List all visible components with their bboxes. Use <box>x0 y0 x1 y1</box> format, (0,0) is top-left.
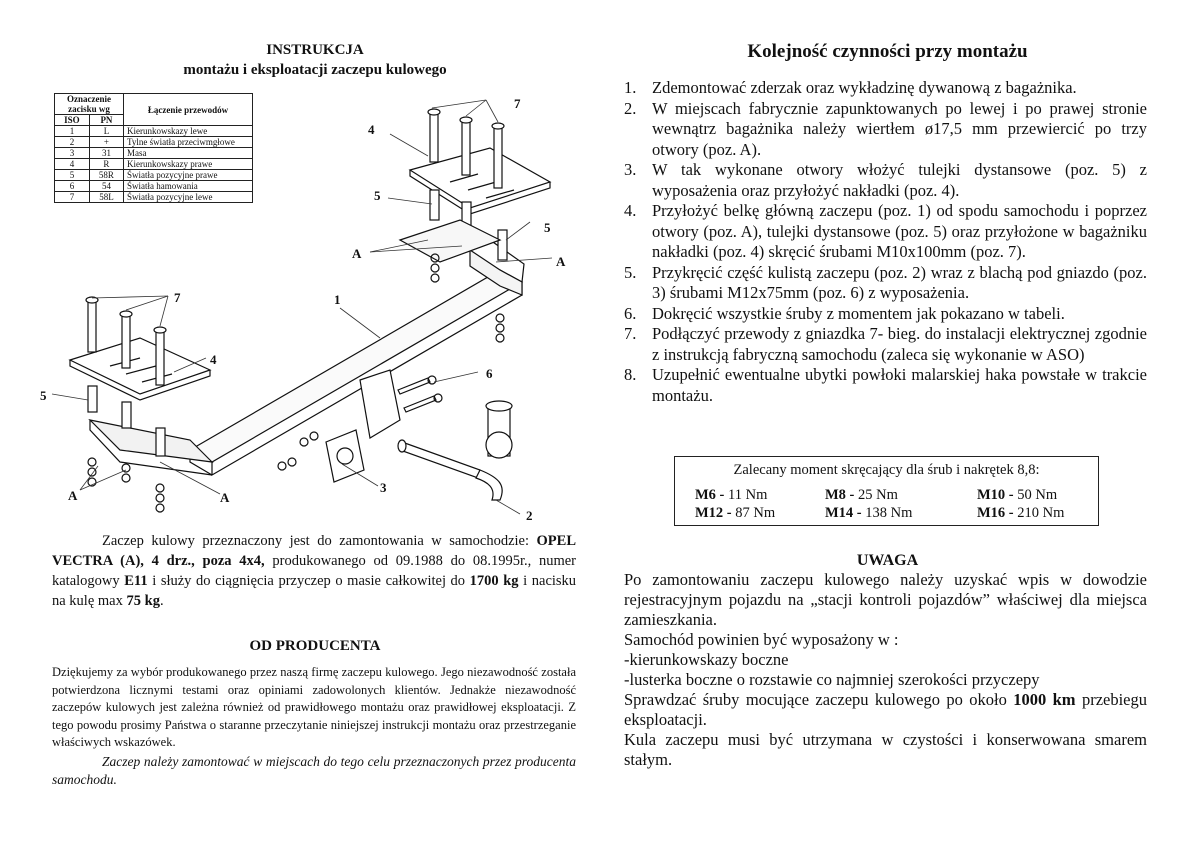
torque-value: 11 Nm <box>728 487 768 503</box>
mounting-note <box>52 753 576 789</box>
step-text: Zdemontować zderzak oraz wykładzinę dywanową z bagażnika. <box>652 78 1077 97</box>
label-part-5-right-b: 5 <box>544 220 551 235</box>
list-item <box>624 78 1147 99</box>
torque-value: 50 Nm <box>1017 487 1058 503</box>
iso-cell: 3 <box>55 148 90 159</box>
torque-item <box>825 487 898 504</box>
instruction-title: INSTRUKCJA <box>266 42 364 58</box>
connection-cell: Kierunkowskazy lewe <box>124 126 253 137</box>
vehicle-description <box>52 531 576 611</box>
step-number: 2. <box>624 98 637 118</box>
step-text: Dokręcić wszystkie śruby z momentem jak pokazano w tabeli. <box>652 303 1065 323</box>
desc-text: i służy do ciągnięcia przyczep o masie całkowitej do <box>152 573 466 589</box>
header-connection: Łączenie przewodów <box>124 94 253 126</box>
desc-text: Zaczep kulowy przeznaczony jest do zamontowania w samochodzie: <box>102 533 529 549</box>
iso-cell: 1 <box>55 126 90 137</box>
bolt-size: M16 - <box>977 505 1014 521</box>
iso-cell: 6 <box>55 181 90 192</box>
pn-cell: 54 <box>89 181 123 192</box>
vehicle-model: OPEL VECTRA (A), 4 drz., poza 4x4, <box>52 533 576 569</box>
header-pn: PN <box>89 115 123 126</box>
iso-cell: 2 <box>55 137 90 148</box>
warning-text: Samochód powinien być wyposażony w : <box>624 630 899 649</box>
warning-text-part: Sprawdzać śruby mocujące zaczepu kulowego po około <box>624 690 1007 709</box>
step-text: Podłączyć przewody z gniazdka 7- bieg. do instalacji elektrycznej zgodnie z instrukcją fabryczną samochodu (zaleca się wykonanie w ASO) <box>652 324 1147 364</box>
torque-value: 138 Nm <box>865 505 913 521</box>
warning-heading: UWAGA <box>856 552 919 569</box>
step-number: 8. <box>624 365 637 384</box>
producer-text: Dziękujemy za wybór produkowanego przez naszą firmę zaczepu kulowego. Jego niezawodność została potwierdzona licznymi testami oraz opiniami zadowolonych klientów. Jednakże niezawodność zaczepów kulowych jest zależna również od prawidłowego montażu oraz prawidłowej eksploatacji. Z tego powodu prosimy Państwa o staranne przeczytanie niniejszej instrukcji montażu oraz przestrzeganie właściwych wskazówek. <box>52 665 576 749</box>
list-item <box>624 201 1147 263</box>
connection-cell: Kierunkowskazy prawe <box>124 159 253 170</box>
pn-cell: 58L <box>89 192 123 203</box>
iso-cell: 4 <box>55 159 90 170</box>
torque-item <box>977 487 1057 504</box>
desc-text: . <box>159 593 164 609</box>
step-number: 3. <box>624 160 637 179</box>
desc-text: numer katalogowy <box>52 553 577 589</box>
list-item <box>624 160 1147 201</box>
torque-item <box>825 505 912 522</box>
step-number: 1. <box>624 78 637 97</box>
bolt-size: M14 - <box>825 505 862 521</box>
step-number: 5. <box>624 262 637 282</box>
step-text: Przyłożyć belkę główną zaczepu (poz. 1) od spodu samochodu i poprzez otwory (poz. A), tulejki dystansowe (poz. 5) oraz przyłożone w bagażniku nakładki (poz. 4) skręcić śrubami M10x100mm (poz. 7). <box>652 201 1147 261</box>
steps-title: Kolejność czynności przy montażu <box>747 41 1028 62</box>
label-part-4-left: 4 <box>210 352 217 367</box>
warning-text: Kula zaczepu musi być utrzymana w czystości i konserwowana smarem stałym. <box>624 730 1147 769</box>
list-item <box>624 365 1147 406</box>
warning-text: -kierunkowskazy boczne <box>624 650 789 669</box>
label-pos-a-1: A <box>352 246 362 261</box>
label-part-6: 6 <box>486 366 493 381</box>
warning-text <box>624 690 1147 730</box>
pn-cell: 31 <box>89 148 123 159</box>
max-trailer-mass: 1700 kg <box>469 573 519 589</box>
towbar-exploded-diagram <box>30 90 590 530</box>
list-item <box>624 324 1147 365</box>
torque-item <box>977 505 1064 522</box>
label-part-4-right: 4 <box>368 122 375 137</box>
connection-cell: Światła pozycyjne prawe <box>124 170 253 181</box>
torque-table <box>674 456 1099 526</box>
mounting-note-text: Zaczep należy zamontować w miejscach do tego celu przeznaczonych przez producenta samochodu. <box>52 754 576 787</box>
warning-text: Po zamontowaniu zaczepu kulowego należy uzyskać wpis w dowodzie rejestracyjnym pojazdu na „stacji kontroli pojazdów” właściwej dla miejsca zamieszkania. <box>624 570 1147 629</box>
label-part-1: 1 <box>334 292 341 307</box>
warning-text-part: przebiegu eksploatacji. <box>624 690 1148 729</box>
step-number: 4. <box>624 201 637 220</box>
bolt-size: M6 - <box>695 487 725 503</box>
max-ball-load: 75 kg <box>126 593 160 609</box>
torque-item <box>695 487 767 504</box>
list-item <box>624 304 1147 325</box>
torque-value: 87 Nm <box>735 505 776 521</box>
producer-heading: OD PRODUCENTA <box>249 638 381 654</box>
connection-cell: Światła hamowania <box>124 181 253 192</box>
list-item <box>624 99 1147 161</box>
label-pos-a-4: A <box>220 490 230 505</box>
label-pos-a-3: A <box>68 488 78 503</box>
label-part-3: 3 <box>380 480 387 495</box>
instruction-subtitle: montażu i eksploatacji zaczepu kulowego <box>183 62 447 78</box>
torque-item <box>695 505 775 522</box>
bolt-size: M12 - <box>695 505 732 521</box>
desc-text: produkowanego od 09.1988 do 08.1995r., <box>272 553 532 569</box>
torque-heading: Zalecany moment skręcający dla śrub i nakrętek 8,8: <box>733 462 1040 478</box>
label-part-7-right: 7 <box>514 96 521 111</box>
label-pos-a-2: A <box>556 254 566 269</box>
bolt-size: M8 - <box>825 487 855 503</box>
connection-cell: Tylne światła przeciwmgłowe <box>124 137 253 148</box>
inspection-distance: 1000 km <box>1013 690 1076 709</box>
step-text: W miejscach fabrycznie zapunktowanych po lewej i po prawej stronie wewnątrz bagażnika należy wiertłem ø17,5 mm przewiercić po trzy otwory (poz. A). <box>652 98 1147 159</box>
mounting-steps-list <box>624 78 1147 406</box>
desc-text: i nacisku na kulę max <box>52 573 577 609</box>
pn-cell: + <box>89 137 123 148</box>
step-text: Przykręcić część kulistą zaczepu (poz. 2) wraz z blachą pod gniazdo (poz. 3) śrubami M12x75mm (poz. 6) z wyposażenia. <box>652 262 1147 302</box>
label-part-5-right: 5 <box>374 188 381 203</box>
step-text: Uzupełnić ewentualne ubytki powłoki malarskiej haka powstałe w trakcie montażu. <box>652 365 1147 405</box>
iso-cell: 7 <box>55 192 90 203</box>
pn-cell: L <box>89 126 123 137</box>
warning-body <box>624 570 1147 770</box>
torque-value: 210 Nm <box>1017 505 1065 521</box>
label-part-7-left: 7 <box>174 290 181 305</box>
connection-cell: Światła pozycyjne lewe <box>124 192 253 203</box>
catalog-number: E11 <box>124 573 148 589</box>
step-text: W tak wykonane otwory włożyć tulejki dystansowe (poz. 5) z wyposażenia oraz przyłożyć nakładki (poz. 4). <box>652 160 1147 200</box>
step-number: 7. <box>624 324 637 343</box>
pn-cell: R <box>89 159 123 170</box>
header-iso: ISO <box>55 115 90 126</box>
list-item <box>624 263 1147 304</box>
torque-value: 25 Nm <box>858 487 898 503</box>
connection-cell: Masa <box>124 148 253 159</box>
bolt-size: M10 - <box>977 487 1014 503</box>
right-column <box>600 0 1200 847</box>
pn-cell: 58R <box>89 170 123 181</box>
label-part-2: 2 <box>526 508 533 523</box>
step-number: 6. <box>624 303 637 323</box>
warning-text: -lusterka boczne o rozstawie co najmniej szerokości przyczepy <box>624 670 1040 689</box>
header-terminal-group: Oznaczenie zacisku wg <box>55 94 124 115</box>
label-part-5-left: 5 <box>40 388 47 403</box>
iso-cell: 5 <box>55 170 90 181</box>
ball-part <box>398 401 512 500</box>
